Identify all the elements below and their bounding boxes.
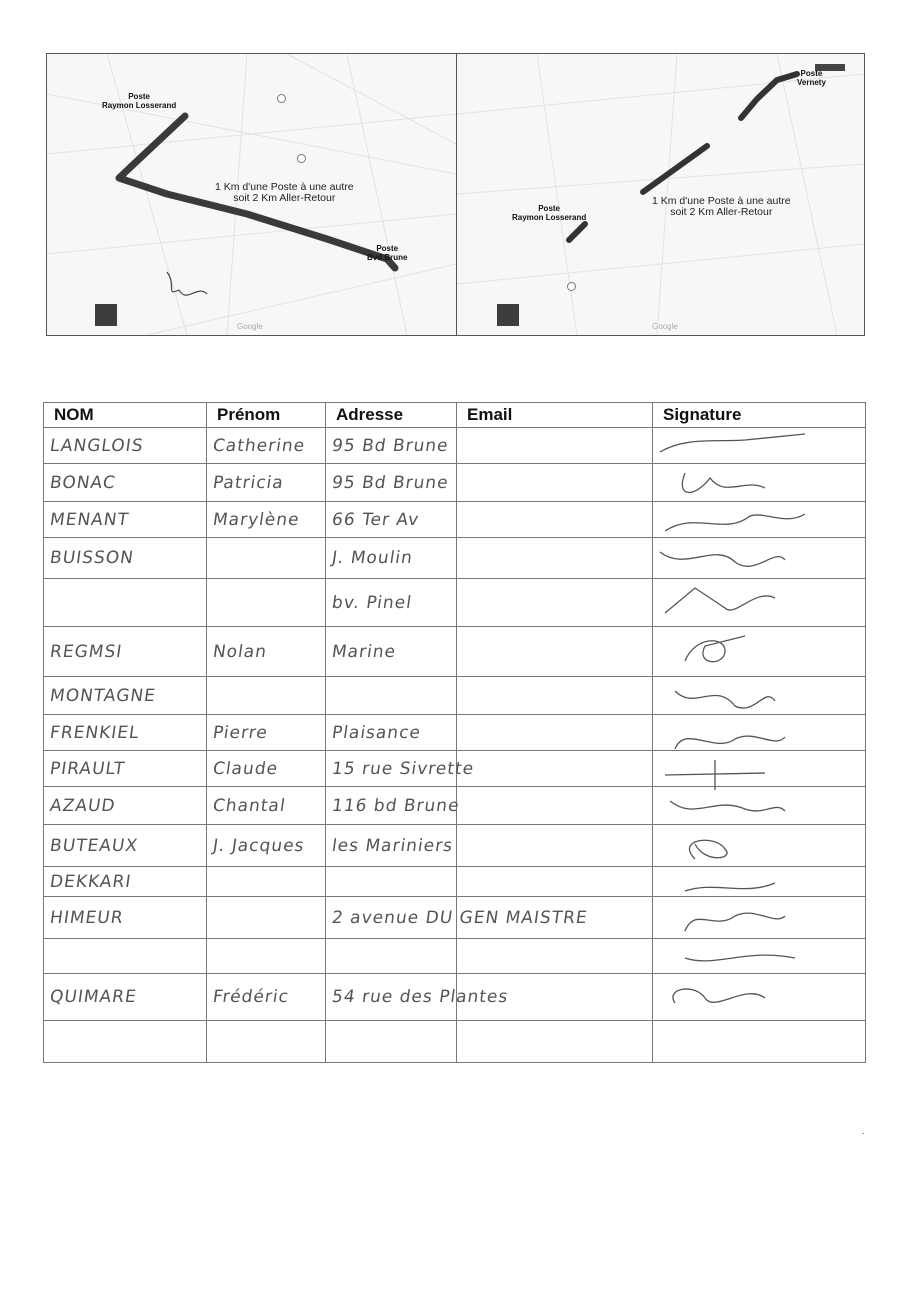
cell-adresse <box>326 464 457 502</box>
map-panel <box>46 53 865 336</box>
cell-prenom <box>207 579 326 627</box>
cell-email <box>457 677 653 715</box>
cell-signature <box>653 677 866 715</box>
nom-value: BUISSON <box>48 548 136 568</box>
column-header-nom: NOM <box>44 403 207 428</box>
map-right-distance-note: 1 Km d'une Poste à une autre soit 2 Km Aller-Retour <box>652 195 791 218</box>
table-row <box>44 939 866 974</box>
cell-signature <box>653 867 866 897</box>
cell-adresse <box>326 1021 457 1063</box>
nom-value: BUTEAUX <box>48 835 140 856</box>
handwritten-signature <box>655 901 805 939</box>
cell-prenom <box>207 502 326 538</box>
table-row <box>44 974 866 1021</box>
handwritten-signature <box>655 542 805 580</box>
prenom-value: J. Jacques <box>211 835 306 856</box>
cell-adresse <box>326 751 476 787</box>
cell-nom <box>44 867 207 897</box>
cell-prenom <box>207 897 326 939</box>
handwritten-signature <box>655 978 805 1016</box>
prenom-value: Pierre <box>211 722 270 743</box>
cell-adresse <box>326 787 461 825</box>
adresse-value: J. Moulin <box>330 548 415 568</box>
cell-signature <box>653 974 866 1021</box>
cell-signature <box>653 627 866 677</box>
adresse-value: bv. Pinel <box>330 592 414 613</box>
adresse-value: 2 avenue DU GEN MAISTRE <box>330 907 589 928</box>
table-header-row <box>44 403 866 428</box>
prenom-value: Chantal <box>211 795 288 816</box>
cell-prenom <box>207 428 326 464</box>
cell-email <box>457 867 653 897</box>
map-left-pin <box>277 94 286 103</box>
nom-value: FRENKIEL <box>48 722 141 743</box>
map-left-layer-thumbnail[interactable] <box>95 304 117 326</box>
map-right-pin <box>567 282 576 291</box>
cell-signature <box>653 579 866 627</box>
cell-nom <box>44 538 207 579</box>
cell-nom <box>44 939 207 974</box>
cell-email <box>457 627 653 677</box>
table-row <box>44 787 866 825</box>
map-right-start-label: Poste Raymon Losserand <box>512 204 587 222</box>
table-row <box>44 428 866 464</box>
cell-nom <box>44 502 207 538</box>
nom-value: PIRAULT <box>48 758 127 779</box>
map-left-google-logo: Google <box>237 322 263 331</box>
cell-email <box>457 939 653 974</box>
cell-prenom <box>207 627 326 677</box>
column-header-prenom: Prénom <box>207 403 326 428</box>
table-row <box>44 579 866 627</box>
handwritten-signature <box>655 631 805 669</box>
nom-value: MENANT <box>48 509 131 530</box>
cell-adresse <box>326 627 457 677</box>
cell-email <box>457 974 653 1021</box>
nom-value: LANGLOIS <box>48 435 145 456</box>
prenom-value: Patricia <box>211 472 286 493</box>
cell-email <box>457 897 653 939</box>
prenom-value: Marylène <box>211 509 301 530</box>
cell-signature <box>653 538 866 579</box>
cell-adresse <box>326 579 457 627</box>
handwritten-signature <box>655 829 805 867</box>
cell-signature <box>653 1021 866 1063</box>
cell-prenom <box>207 825 326 867</box>
cell-prenom <box>207 787 326 825</box>
cell-signature <box>653 502 866 538</box>
cell-email <box>457 825 653 867</box>
map-left-pin <box>297 154 306 163</box>
cell-prenom <box>207 715 326 751</box>
cell-adresse <box>326 428 457 464</box>
cell-email <box>457 428 653 464</box>
table-row <box>44 464 866 502</box>
cell-signature <box>653 715 866 751</box>
cell-nom <box>44 974 207 1021</box>
table-row <box>44 867 866 897</box>
table-row <box>44 825 866 867</box>
cell-prenom <box>207 867 326 897</box>
table-row <box>44 751 866 787</box>
cell-nom <box>44 825 207 867</box>
cell-adresse <box>326 502 457 538</box>
handwritten-signature <box>655 583 805 621</box>
prenom-value: Claude <box>211 758 280 779</box>
signature-table <box>43 402 866 1063</box>
cell-adresse <box>326 974 510 1021</box>
cell-adresse <box>326 715 457 751</box>
adresse-value: 15 rue Sivrette <box>330 758 476 779</box>
prenom-value: Frédéric <box>211 987 291 1007</box>
cell-email <box>457 715 653 751</box>
table-row <box>44 897 866 939</box>
cell-adresse <box>326 867 457 897</box>
cell-prenom <box>207 939 326 974</box>
cell-adresse <box>326 825 457 867</box>
cell-prenom <box>207 464 326 502</box>
cell-email <box>457 464 653 502</box>
cell-signature <box>653 825 866 867</box>
cell-prenom <box>207 751 326 787</box>
cell-signature <box>653 897 866 939</box>
map-left-start-label: Poste Raymon Losserand <box>102 92 177 110</box>
cell-nom <box>44 677 207 715</box>
map-right-layer-thumbnail[interactable] <box>497 304 519 326</box>
cell-signature <box>653 428 866 464</box>
map-left <box>47 54 457 335</box>
cell-adresse <box>326 939 457 974</box>
map-left-distance-note: 1 Km d'une Poste à une autre soit 2 Km Aller-Retour <box>215 181 354 204</box>
cell-prenom <box>207 974 326 1021</box>
cell-signature <box>653 939 866 974</box>
nom-value: BONAC <box>48 472 118 493</box>
cell-adresse <box>326 538 457 579</box>
column-header-email: Email <box>457 403 653 428</box>
nom-value: REGMSI <box>48 641 124 662</box>
table-row <box>44 538 866 579</box>
cell-signature <box>653 751 866 787</box>
column-header-adresse: Adresse <box>326 403 457 428</box>
cell-nom <box>44 627 207 677</box>
cell-email <box>457 579 653 627</box>
table-row <box>44 502 866 538</box>
cell-email <box>457 502 653 538</box>
cell-adresse <box>326 897 589 939</box>
cell-nom <box>44 715 207 751</box>
table-row <box>44 677 866 715</box>
table-row <box>44 715 866 751</box>
cell-nom <box>44 464 207 502</box>
map-right-end-label: Poste Vernety <box>797 69 826 87</box>
page-mark <box>862 1133 864 1134</box>
adresse-value: les Mariniers <box>330 835 455 856</box>
table-row <box>44 627 866 677</box>
adresse-value: Marine <box>330 641 398 662</box>
cell-adresse <box>326 677 457 715</box>
cell-email <box>457 787 653 825</box>
prenom-value: Nolan <box>211 641 269 662</box>
cell-email <box>457 1021 653 1063</box>
map-right-google-logo: Google <box>652 322 678 331</box>
cell-nom <box>44 579 207 627</box>
cell-email <box>457 538 653 579</box>
handwritten-signature <box>655 791 805 829</box>
cell-nom <box>44 787 207 825</box>
cell-prenom <box>207 677 326 715</box>
column-header-signature: Signature <box>653 403 866 428</box>
nom-value: DEKKARI <box>48 871 133 892</box>
cell-nom <box>44 1021 207 1063</box>
adresse-value: Plaisance <box>330 722 423 743</box>
cell-nom <box>44 751 207 787</box>
handwritten-signature <box>655 468 805 506</box>
adresse-value: 66 Ter Av <box>330 509 421 530</box>
cell-email <box>457 751 653 787</box>
nom-value: MONTAGNE <box>48 685 158 706</box>
cell-prenom <box>207 1021 326 1063</box>
table-row <box>44 1021 866 1063</box>
nom-value: QUIMARE <box>48 987 139 1007</box>
adresse-value: 54 rue des Plantes <box>330 987 510 1007</box>
cell-nom <box>44 428 207 464</box>
nom-value: AZAUD <box>48 795 117 816</box>
cell-signature <box>653 787 866 825</box>
nom-value: HIMEUR <box>48 907 125 928</box>
cell-prenom <box>207 538 326 579</box>
handwritten-signature <box>655 681 805 719</box>
adresse-value: 95 Bd Brune <box>330 472 450 493</box>
adresse-value: 116 bd Brune <box>330 795 461 816</box>
cell-signature <box>653 464 866 502</box>
prenom-value: Catherine <box>211 435 307 456</box>
cell-nom <box>44 897 207 939</box>
adresse-value: 95 Bd Brune <box>330 435 450 456</box>
map-left-end-label: Poste Bvd Brune <box>367 244 408 262</box>
map-right <box>457 54 864 335</box>
